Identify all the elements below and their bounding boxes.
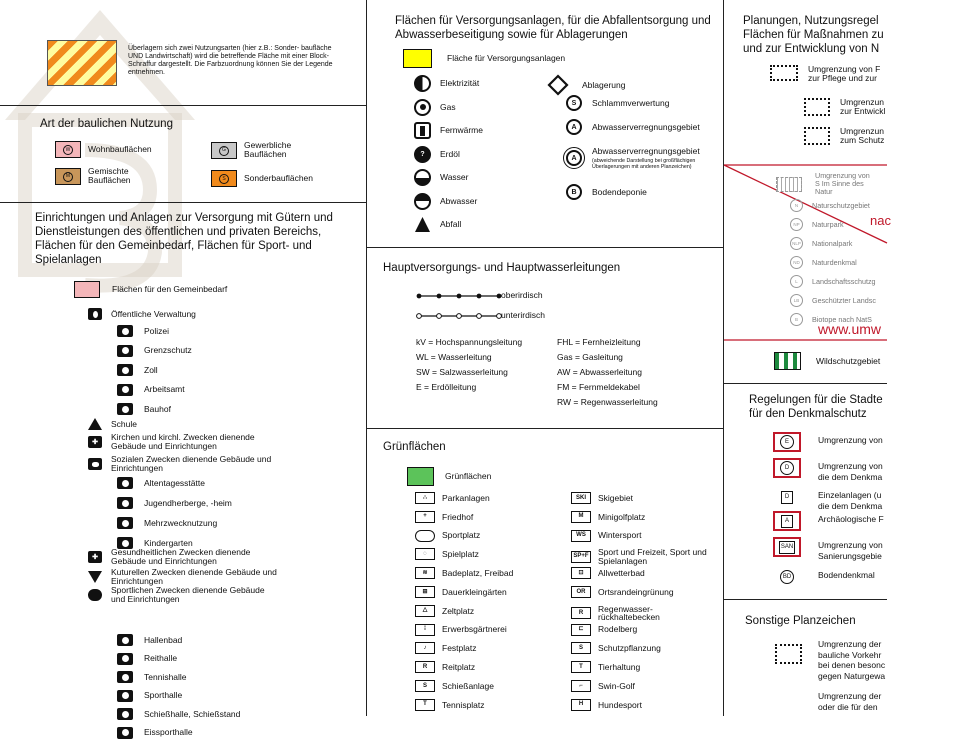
legend-parkanlagen	[415, 492, 555, 504]
legend-label: Eissporthalle	[144, 727, 193, 737]
gruenflaechen-title: Grünflächen	[383, 441, 446, 453]
legend-label: Umgrenzung von S Im Sinne des Natur	[815, 171, 870, 196]
legend-eissporthalle	[117, 727, 193, 739]
legend-hundesport	[571, 699, 711, 711]
symbol-icon	[117, 403, 133, 415]
legend-label: Fernwärme	[440, 125, 483, 135]
abbreviation: E = Erdölleitung	[416, 382, 477, 392]
legend-umgrenzung-von	[773, 432, 888, 452]
legend-reitplatz	[415, 661, 555, 673]
hatch-note: Überlagern sich zwei Nutzungsarten (hier z.B.: Sonder- baufläche UND Landwirtschaft) wird die betreffende Fläche mit einer Block-Schraffur dargestellt. Die Farbzuordnung können Sie der Legende entnehmen.	[128, 45, 333, 76]
symbol-icon: LB	[790, 294, 803, 307]
symbol-icon	[117, 653, 133, 665]
abbreviation: FM = Fernmeldekabel	[557, 382, 640, 392]
symbol-icon	[414, 75, 431, 92]
legend-label: Erdöl	[440, 148, 460, 159]
symbol-icon	[117, 634, 133, 646]
legend-label: Hallenbad	[144, 634, 183, 645]
label-oberirdisch: oberirdisch	[501, 290, 543, 300]
legend-sonderbau: S Sonderbauflächen	[211, 170, 313, 187]
legend-gruenflaechen: Grünflächen	[407, 467, 491, 486]
legend-einzelanlagen-u-die-dem-denkma	[773, 487, 888, 511]
symbol-icon	[414, 216, 431, 233]
symbol-icon: A	[781, 515, 793, 528]
legend-reithalle	[117, 653, 177, 665]
legend-label: Tennishalle	[144, 671, 187, 682]
leitung-lines	[415, 290, 503, 324]
legend-label: Sporthalle	[144, 690, 183, 700]
legend-label: Hundesport	[598, 699, 642, 710]
symbol-icon: OR	[571, 586, 591, 598]
legend-naturschutzgebiet	[790, 199, 890, 212]
legend-gesundheit: ✚ Gesundheitlichen Zwecken dienende Gebäude und Einrichtungen	[88, 548, 288, 566]
legend-label: Abwasser	[440, 195, 478, 206]
symbol-icon: S	[415, 680, 435, 692]
legend-kirchen: ✚ Kirchen und kirchl. Zwecken dienende Gebäude und Einrichtungen	[88, 433, 288, 451]
legend-tennisplatz	[415, 699, 555, 711]
red-overlay-text: nac	[870, 213, 891, 228]
red-frame-icon	[773, 511, 801, 531]
legend-plan-2: Umgrenzun zur Entwickl	[804, 98, 890, 116]
symbol-icon	[414, 122, 431, 139]
legend-label: Tierhaltung	[598, 661, 641, 672]
frame-icon	[773, 567, 801, 587]
legend-erwerbsgärtnerei	[415, 624, 555, 636]
legend-polizei	[117, 325, 169, 337]
legend-label: Schutzpflanzung	[598, 643, 661, 654]
legend-plan-3: Umgrenzun zum Schutz	[804, 127, 890, 145]
legend-abwasser	[414, 193, 477, 210]
legend-label: Allwetterbad	[598, 567, 645, 578]
symbol-icon	[117, 325, 133, 337]
legend-gemischt: M Gemischte Bauflächen	[55, 167, 195, 185]
symbol-icon: BD	[780, 570, 794, 584]
legend-erdöl	[414, 146, 460, 163]
legend-bodendeponie: B Bodendeponie	[566, 184, 647, 200]
legend-friedhof	[415, 511, 555, 523]
symbol-icon: ND	[790, 256, 803, 269]
symbol-icon	[117, 497, 133, 509]
symbol-icon: R	[415, 661, 435, 673]
symbol-icon	[117, 364, 133, 376]
legend-label: Badeplatz, Freibad	[442, 567, 514, 578]
hatch-swatch	[47, 40, 117, 86]
legend-minigolfplatz	[571, 511, 711, 523]
legend-badeplatz-freibad	[415, 567, 555, 579]
abbreviation: SW = Salzwasserleitung	[416, 367, 508, 377]
legend-label: Schießanlage	[442, 680, 494, 691]
legend-sonstige-2: Umgrenzung der oder die für den	[818, 691, 882, 712]
legend-schule: Schule	[88, 418, 137, 430]
legend-hallenbad	[117, 634, 182, 646]
legend-fernwärme	[414, 122, 483, 139]
legend-sporthalle	[117, 690, 182, 702]
legend-label: Reitplatz	[442, 661, 476, 672]
symbol-icon	[414, 99, 431, 116]
legend-schießanlage	[415, 680, 555, 692]
legend-abwasserverregnung: A Abwasserverregnungsgebiet	[566, 119, 700, 135]
versorgung-title: Flächen für Versorgungsanlagen, für die Abfallentsorgung und Abwasserbeseitigung sowie für Ablagerungen	[395, 15, 711, 41]
legend-archäologische-f	[773, 511, 888, 531]
legend-label: Wasser	[440, 172, 469, 182]
abbreviation: AW = Abwasserleitung	[557, 367, 642, 377]
abbreviation: Gas = Gasleitung	[557, 352, 623, 362]
symbol-icon	[415, 530, 435, 542]
legend-elektrizität	[414, 75, 479, 92]
legend-allwetterbad	[571, 567, 711, 579]
symbol-icon	[117, 690, 133, 702]
legend-abfall	[414, 216, 461, 233]
frame-icon	[773, 487, 801, 507]
symbol-icon: △	[415, 605, 435, 617]
symbol-icon: H	[571, 699, 591, 711]
legend-plan-1: Umgrenzung von F zur Pflege und zur	[770, 65, 888, 83]
legend-tennishalle	[117, 671, 187, 683]
legend-wasser	[414, 169, 469, 186]
symbol-icon: NLP	[790, 237, 803, 250]
legend-label: Mehrzwecknutzung	[144, 517, 218, 528]
legend-label: Einzelanlagen (u die dem Denkma	[818, 490, 883, 511]
legend-arbeitsamt	[117, 384, 185, 396]
einrichtungen-title: Einrichtungen und Anlagen zur Versorgung mit Gütern und Dienstleistungen des öffentlichen und privaten Bereichs, Flächen für den Gemeinbedarf, Flächen für Sport- und Spielanlagen	[35, 212, 333, 266]
sonstige-title: Sonstige Planzeichen	[745, 615, 856, 627]
symbol-icon: T	[415, 699, 435, 711]
legend-label: Naturdenkmal	[812, 257, 857, 267]
abbreviation: kV = Hochspannungsleitung	[416, 337, 523, 347]
hauptleitungen-title: Hauptversorgungs- und Hauptwasserleitungen	[383, 262, 621, 274]
legend-column-2	[367, 0, 724, 716]
legend-sonstige-1: Umgrenzung der bauliche Vorkehr bei denen besonc gegen Naturgewa	[775, 639, 893, 681]
legend-gas	[414, 99, 456, 116]
symbol-icon: ♪	[415, 642, 435, 654]
legend-wildschutz: Wildschutzgebiet	[774, 352, 880, 370]
legend-gemeinbedarf: Flächen für den Gemeinbedarf	[74, 281, 227, 298]
planungen-title: Planungen, Nutzungsregel Flächen für Maßnahmen zu und zur Entwicklung von N	[743, 15, 884, 55]
legend-mehrzwecknutzung	[117, 517, 217, 529]
abbreviation: RW = Regenwasserleitung	[557, 397, 658, 407]
symbol-icon	[117, 384, 133, 396]
legend-label: Zeltplatz	[442, 605, 475, 616]
symbol-icon: ⁞	[415, 624, 435, 636]
legend-column-3	[724, 0, 891, 716]
legend-sport: Sportlichen Zwecken dienende Gebäude und Einrichtungen	[88, 586, 288, 604]
legend-schlammverwertung: S Schlammverwertung	[566, 95, 669, 111]
legend-schießhalle-schießstand	[117, 708, 240, 720]
symbol-icon: ∴	[415, 492, 435, 504]
legend-label: Wintersport	[598, 530, 642, 541]
symbol-icon	[414, 193, 431, 210]
legend-label: Umgrenzung von die dem Denkma	[818, 461, 883, 482]
legend-label: Schießhalle, Schießstand	[144, 708, 241, 719]
legend-umgrenzung-von-die-dem-denkma	[773, 458, 888, 482]
legend-tierhaltung	[571, 661, 711, 673]
legend-dauerkleingärten	[415, 586, 555, 598]
symbol-icon: L	[790, 275, 803, 288]
symbol-icon	[117, 477, 133, 489]
legend-label: Naturschutzgebiet	[812, 200, 870, 210]
legend-jugendherberge-heim	[117, 497, 232, 509]
symbol-icon	[414, 169, 431, 186]
legend-umgrenzung-von-sanierungsgebie	[773, 537, 888, 561]
legend-label: Naturpark	[812, 219, 844, 229]
legend-kultur: Kuturellen Zwecken dienende Gebäude und Einrichtungen	[88, 568, 288, 586]
symbol-icon	[117, 727, 133, 739]
red-frame-icon	[773, 458, 801, 478]
symbol-icon: SP+F	[571, 551, 591, 563]
legend-spielplatz	[415, 548, 555, 560]
red-frame-icon	[773, 537, 801, 557]
legend-label: Elektrizität	[440, 78, 480, 88]
legend-swin-golf	[571, 680, 711, 692]
legend-label: Regenwasser-rückhaltebecken	[598, 603, 660, 623]
legend-bauhof	[117, 403, 171, 415]
symbol-icon: ◌	[415, 548, 435, 560]
legend-label: Arbeitsamt	[144, 384, 185, 394]
legend-label: Minigolfplatz	[598, 511, 646, 522]
legend-festplatz	[415, 642, 555, 654]
legend-abwasserverregnung-2: A Abwasserverregnungsgebiet (abweichende Darstellung bei großflächigen Überlagerungen mit anderen Planzeichen)	[563, 147, 713, 170]
legend-label: Reithalle	[144, 653, 178, 663]
symbol-icon: ⊏	[571, 624, 591, 636]
symbol-icon	[117, 517, 133, 529]
legend-regenwasser-rückhaltebecken	[571, 605, 711, 622]
legend-rodelberg	[571, 624, 711, 636]
symbol-icon: NP	[790, 218, 803, 231]
abbreviation: FHL = Fernheizleitung	[557, 337, 641, 347]
legend-label: Biotope nach NatS	[812, 314, 872, 324]
symbol-icon	[776, 177, 802, 192]
legend-label: Festplatz	[442, 643, 477, 654]
legend-sportplatz	[415, 530, 555, 542]
symbol-icon: D	[780, 461, 794, 475]
symbol-icon: R	[571, 607, 591, 619]
legend-label: Rodelberg	[598, 624, 638, 635]
legend-column-1	[0, 0, 367, 737]
legend-skigebiet	[571, 492, 711, 504]
symbol-icon: SAN	[779, 541, 795, 554]
legend-label: Sportplatz	[442, 530, 481, 541]
legend-sport-und-freizeit-sport-und-spielanlagen	[571, 548, 711, 565]
abbreviation: WL = Wasserleitung	[416, 352, 492, 362]
legend-label: Ortsrandeingrünung	[598, 586, 674, 597]
legend-wohnbau: W Wohnbauflächen	[55, 141, 152, 158]
legend-label: Swin-Golf	[598, 680, 635, 691]
legend-label: Parkanlagen	[442, 492, 490, 503]
symbol-icon: N	[790, 199, 803, 212]
legend-zoll	[117, 364, 158, 376]
symbol-icon: ⊞	[415, 586, 435, 598]
legend-landschaftsschutzg	[790, 275, 890, 288]
legend-label: Umgrenzung von	[818, 435, 883, 445]
legend-gewerbe: G Gewerbliche Bauflächen	[211, 141, 331, 159]
symbol-icon: B	[790, 313, 803, 326]
legend-label: Kindergarten	[144, 537, 193, 548]
legend-wintersport	[571, 530, 711, 542]
legend-umgrenzung-von-s-im-sinne-des-natur	[776, 172, 876, 196]
legend-label: Spielplatz	[442, 549, 479, 560]
denkmal-title: Regelungen für die Stadte für den Denkmalschutz	[749, 394, 883, 420]
legend-label: Erwerbsgärtnerei	[442, 624, 507, 635]
label-unterirdisch: unterirdisch	[501, 310, 545, 320]
legend-sozialen: Sozialen Zwecken dienende Gebäude und Einrichtungen	[88, 455, 288, 473]
legend-label: Archäologische F	[818, 514, 884, 524]
legend-label: Altentagesstätte	[144, 477, 205, 488]
symbol-icon	[117, 708, 133, 720]
legend-versorgungsflaeche: Fläche für Versorgungsanlagen	[403, 49, 565, 68]
red-url: www.umw	[818, 321, 882, 337]
legend-ortsrandeingrünung	[571, 586, 711, 598]
red-frame-icon	[773, 432, 801, 452]
legend-bodendenkmal	[773, 567, 888, 587]
legend-label: Landschaftsschutzg	[812, 276, 876, 286]
legend-label: Zoll	[144, 364, 158, 375]
legend-label: Abfall	[440, 219, 462, 229]
symbol-icon: WS	[571, 530, 591, 542]
legend-label: Polizei	[144, 325, 170, 336]
legend-label: Gas	[440, 101, 456, 112]
legend-label: Bauhof	[144, 403, 171, 414]
legend-altentagesstätte	[117, 477, 205, 489]
symbol-icon: E	[780, 435, 794, 449]
symbol-icon: ⌐	[571, 680, 591, 692]
symbol-icon: ?	[414, 146, 431, 163]
legend-naturdenkmal	[790, 256, 890, 269]
legend-label: Grenzschutz	[144, 345, 192, 355]
legend-nationalpark	[790, 237, 890, 250]
symbol-icon: M	[571, 511, 591, 523]
legend-label: Jugendherberge, -heim	[144, 497, 232, 508]
bauliche-title: Art der baulichen Nutzung	[40, 118, 173, 130]
legend-label: Dauerkleingärten	[442, 586, 507, 597]
legend-label: Bodendenkmal	[818, 570, 875, 580]
legend-verwaltung: Öffentliche Verwaltung	[88, 308, 196, 320]
legend-ablagerung: Ablagerung	[548, 75, 625, 95]
legend-geschützter-landsc	[790, 294, 890, 307]
symbol-icon: T	[571, 661, 591, 673]
symbol-icon: S	[571, 642, 591, 654]
legend-label: Skigebiet	[598, 492, 633, 503]
symbol-icon: ≋	[415, 567, 435, 579]
legend-schutzpflanzung	[571, 642, 711, 654]
symbol-icon: ⊡	[571, 567, 591, 579]
legend-label: Umgrenzung von Sanierungsgebie	[818, 540, 883, 561]
legend-label: Nationalpark	[812, 238, 853, 248]
symbol-icon: D	[781, 491, 793, 504]
legend-label: Tennisplatz	[442, 699, 485, 710]
symbol-icon	[117, 671, 133, 683]
legend-grenzschutz	[117, 345, 192, 357]
legend-label: Sport und Freizeit, Sport und Spielanlagen	[598, 547, 707, 566]
symbol-icon	[117, 345, 133, 357]
legend-label: Geschützter Landsc	[812, 295, 876, 305]
symbol-icon: +	[415, 511, 435, 523]
legend-label: Friedhof	[442, 511, 474, 522]
legend-zeltplatz	[415, 605, 555, 617]
symbol-icon: SKI	[571, 492, 591, 504]
